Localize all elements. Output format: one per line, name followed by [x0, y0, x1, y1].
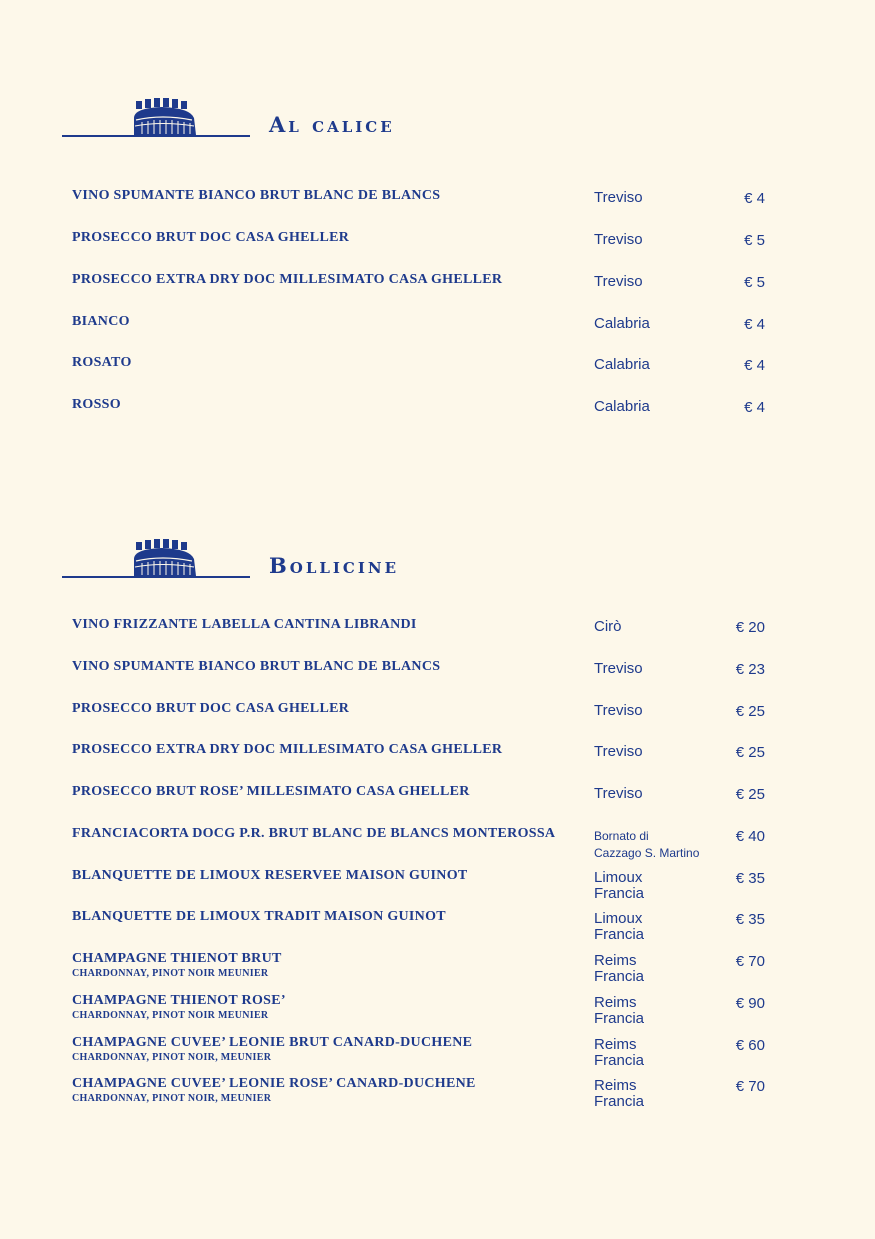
item-origin: Limoux Francia	[594, 910, 645, 943]
item-grapes: CHARDONNAY, PINOT NOIR MEUNIER	[72, 1010, 269, 1021]
item-name: ROSATO	[72, 355, 132, 370]
item-name: CHAMPAGNE THIENOT ROSE’	[72, 993, 286, 1008]
item-origin: Treviso	[594, 273, 643, 290]
item-origin: Bornato di Cazzago S. Martino	[594, 829, 700, 860]
item-price: € 23	[735, 661, 765, 678]
section-header	[62, 539, 482, 583]
item-origin: Treviso	[594, 231, 643, 248]
item-price: € 70	[735, 953, 765, 970]
item-origin: Limoux Francia	[594, 869, 645, 902]
item-grapes: CHARDONNAY, PINOT NOIR, MEUNIER	[72, 1093, 272, 1104]
item-name: PROSECCO BRUT DOC CASA GHELLER	[72, 230, 350, 245]
item-price: € 35	[735, 870, 765, 887]
item-name: PROSECCO EXTRA DRY DOC MILLESIMATO CASA GHELLER	[72, 272, 503, 287]
item-price: € 70	[735, 1078, 765, 1095]
item-name: PROSECCO BRUT ROSE’ MILLESIMATO CASA GHELLER	[72, 784, 470, 799]
item-price: € 4	[744, 399, 765, 416]
item-price: € 4	[744, 316, 765, 333]
item-origin: Calabria	[594, 398, 650, 415]
item-origin: Reims Francia	[594, 994, 645, 1027]
item-origin: Calabria	[594, 315, 650, 332]
item-price: € 25	[735, 744, 765, 761]
castle-icon	[62, 539, 262, 583]
item-origin: Reims Francia	[594, 1036, 645, 1069]
item-price: € 25	[735, 786, 765, 803]
item-price: € 25	[735, 703, 765, 720]
section-header	[62, 98, 482, 142]
item-origin: Reims Francia	[594, 952, 645, 985]
item-name: BIANCO	[72, 314, 130, 329]
item-name: FRANCIACORTA DOCG P.R. BRUT BLANC DE BLANCS MONTEROSSA	[72, 826, 556, 841]
item-name: ROSSO	[72, 397, 121, 412]
item-origin: Treviso	[594, 702, 643, 719]
item-price: € 5	[744, 274, 765, 291]
section-title: Al calice	[269, 112, 395, 137]
item-name: PROSECCO BRUT DOC CASA GHELLER	[72, 701, 350, 716]
item-origin: Treviso	[594, 743, 643, 760]
item-name: VINO SPUMANTE BIANCO BRUT BLANC DE BLANCS	[72, 659, 441, 674]
item-origin: Calabria	[594, 356, 650, 373]
item-price: € 40	[735, 828, 765, 845]
item-price: € 4	[744, 357, 765, 374]
section-title: Bollicine	[269, 553, 400, 578]
item-name: VINO FRIZZANTE LABELLA CANTINA LIBRANDI	[72, 617, 417, 632]
item-origin: Reims Francia	[594, 1077, 645, 1110]
item-origin: Treviso	[594, 785, 643, 802]
item-price: € 90	[735, 995, 765, 1012]
item-origin: Treviso	[594, 189, 643, 206]
item-grapes: CHARDONNAY, PINOT NOIR MEUNIER	[72, 968, 269, 979]
item-grapes: CHARDONNAY, PINOT NOIR, MEUNIER	[72, 1052, 272, 1063]
item-price: € 4	[744, 190, 765, 207]
item-name: BLANQUETTE DE LIMOUX RESERVEE MAISON GUINOT	[72, 868, 468, 883]
castle-icon	[62, 98, 262, 142]
item-origin: Cirò	[594, 618, 622, 635]
item-price: € 35	[735, 911, 765, 928]
item-name: VINO SPUMANTE BIANCO BRUT BLANC DE BLANCS	[72, 188, 441, 203]
item-name: BLANQUETTE DE LIMOUX TRADIT MAISON GUINOT	[72, 909, 446, 924]
item-price: € 5	[744, 232, 765, 249]
item-price: € 60	[735, 1037, 765, 1054]
item-origin: Treviso	[594, 660, 643, 677]
item-price: € 20	[735, 619, 765, 636]
item-name: CHAMPAGNE CUVEE’ LEONIE BRUT CANARD-DUCHENE	[72, 1035, 473, 1050]
item-name: PROSECCO EXTRA DRY DOC MILLESIMATO CASA GHELLER	[72, 742, 503, 757]
item-name: CHAMPAGNE CUVEE’ LEONIE ROSE’ CANARD-DUCHENE	[72, 1076, 476, 1091]
item-name: CHAMPAGNE THIENOT BRUT	[72, 951, 282, 966]
